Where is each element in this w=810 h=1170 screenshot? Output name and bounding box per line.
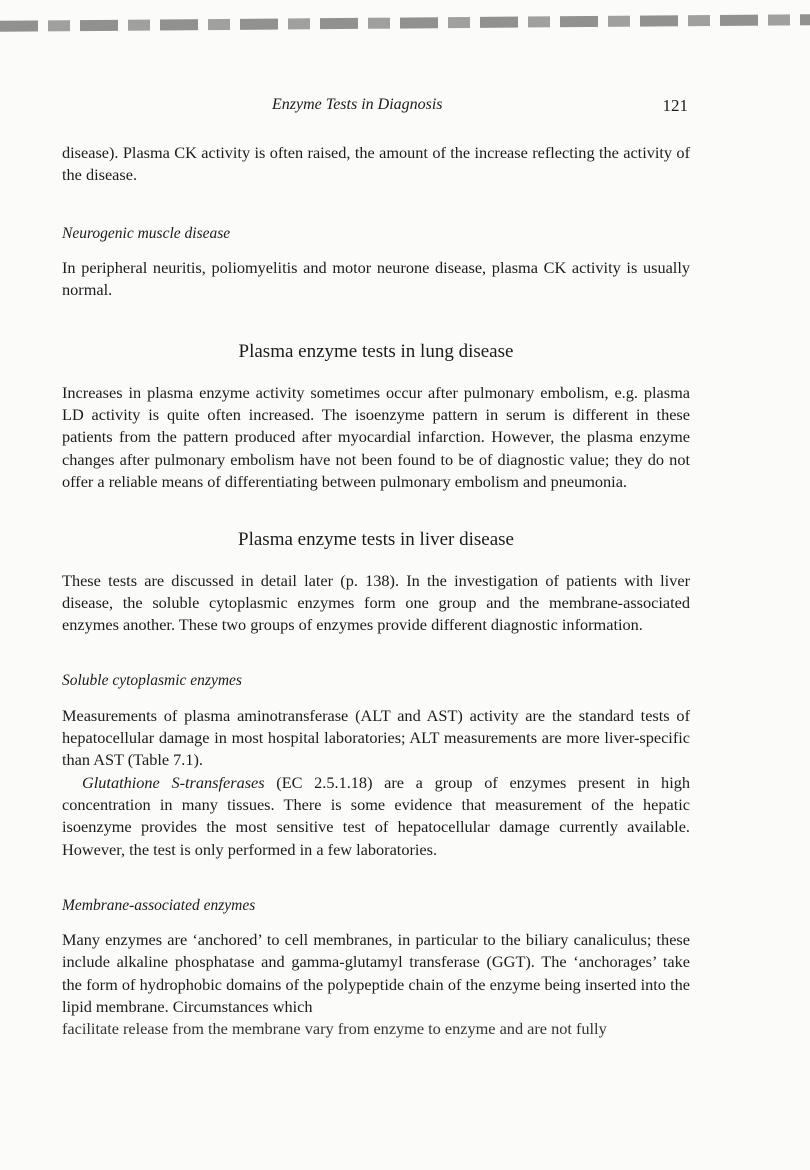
lung-paragraph: Increases in plasma enzyme activity sometimes occur after pulmonary embolism, e.g. plasma LD activity is quite often increased. The isoenzyme pattern in serum is different in these patients from the pattern produced after myocardial infarction. However, the plasma enzyme changes after pulmonary embolism have not been found to be of diagnostic value; they do not offer a reliable means of differentiating between pulmonary embolism and pneumonia.	[62, 382, 690, 491]
membrane-heading: Membrane-associated enzymes	[62, 896, 256, 914]
liver-paragraph: These tests are discussed in detail later (p. 138). In the investigation of patients with liver disease, the soluble cytoplasmic enzymes form one group and the membrane-associated enzymes another. These two groups of enzymes provide different diagnostic information.	[62, 570, 690, 635]
liver-heading: Plasma enzyme tests in liver disease	[238, 529, 514, 551]
neurogenic-heading: Neurogenic muscle disease	[62, 224, 231, 242]
neurogenic-paragraph: In peripheral neuritis, poliomyelitis and motor neurone disease, plasma CK activity is usually normal.	[62, 257, 690, 300]
membrane-cut-line: facilitate release from the membrane vary from enzyme to enzyme and are not fully	[62, 1019, 607, 1039]
intro-paragraph: disease). Plasma CK activity is often raised, the amount of the increase reflecting the activity of the disease.	[62, 143, 690, 185]
soluble-paragraph-2	[62, 772, 690, 861]
glutathione-term: Glutathione S-transferases	[82, 772, 265, 792]
soluble-paragraph-1: Measurements of plasma aminotransferase (ALT and AST) activity are the standard tests of hepatocellular damage in most hospital laboratories; ALT measurements are more liver-specific than AST (Table 7.1).	[62, 705, 690, 770]
page-number: 121	[662, 96, 688, 115]
running-title: Enzyme Tests in Diagnosis	[272, 96, 443, 113]
page-header	[60, 96, 688, 122]
soluble-heading: Soluble cytoplasmic enzymes	[62, 672, 242, 690]
scan-edge-artifact	[0, 12, 810, 34]
lung-heading: Plasma enzyme tests in lung disease	[238, 341, 514, 363]
soluble-paragraph-2-text: (EC 2.5.1.18) are a group of enzymes present in high concentration in many tissues. There is some evidence that measurement of the hepatic isoenzyme provides the most sensitive test of hepatocellular damage currently available. However, the test is only performed in a few laboratories.	[62, 772, 691, 859]
page-body	[62, 142, 691, 1039]
membrane-paragraph: Many enzymes are ‘anchored’ to cell membranes, in particular to the biliary canaliculus; these include alkaline phosphatase and gamma-glutamyl transferase (GGT). The ‘anchorages’ take the form of hydrophobic domains of the polypeptide chain of the enzyme being inserted into the lipid membrane. Circumstances which	[62, 930, 690, 1017]
